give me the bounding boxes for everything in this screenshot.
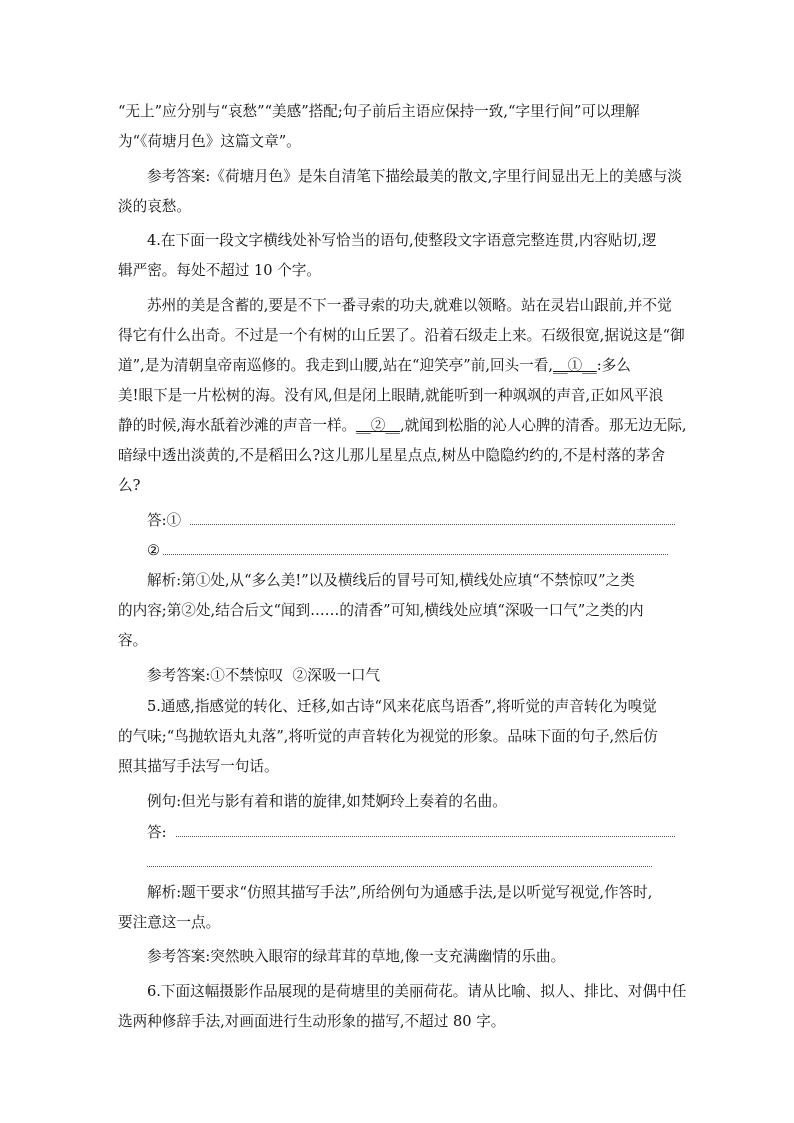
answer-3-line: 淡的哀愁。	[118, 198, 191, 215]
passage-line: 美!眼下是一片松树的海。没有风,但是闭上眼睛,就能听到一种飒飒的声音,正如风平浪	[118, 387, 664, 404]
analysis-line: 为“《荷塘月色》这篇文章”。	[118, 133, 301, 150]
analysis-4-line: 的内容;第②处,结合后文“闻到……的清香”可知,横线处应填“深吸一口气”之类的内	[118, 602, 644, 619]
passage-line: 得它有什么出奇。不过是一个有树的山丘罢了。沿着石级走上来。石级很宽,据说这是“御	[118, 327, 685, 344]
analysis-5-line: 要注意这一点。	[118, 914, 221, 931]
passage-line: 苏州的美是含蓄的,要是不下一番寻索的功夫,就难以领略。站在灵岩山跟前,并不觉	[147, 297, 672, 314]
answer-label: ②	[147, 542, 161, 559]
analysis-4-line: 解析:第①处,从“多么美!”以及横线后的冒号可知,横线处应填“不禁惊叹”之类	[147, 572, 635, 589]
passage-text: ,就闻到松脂的沁人心脾的清香。那无边无际,	[399, 417, 687, 434]
analysis-5-line: 解析:题干要求“仿照其描写手法”,所给例句为通感手法,是以听觉写视觉,作答时,	[147, 884, 653, 901]
blank-1: __①__	[552, 357, 597, 374]
question-6-line: 选两种修辞手法,对画面进行生动形象的描写,不超过 80 字。	[118, 1013, 506, 1030]
question-5-line: 的气味;“鸟抛软语丸丸落”,将听觉的声音转化为视觉的形象。品味下面的句子,然后仿	[118, 728, 658, 745]
passage-line: 么?	[118, 477, 141, 494]
passage-text: :多么	[596, 357, 631, 374]
answer-4-line: 参考答案:①不禁惊叹 ②深吸一口气	[147, 667, 381, 684]
analysis-4-line: 容。	[118, 632, 148, 649]
question-4-line: 辑严密。每处不超过 10 个字。	[118, 262, 321, 279]
answer-label: 答:	[147, 824, 167, 841]
answer-5-line: 参考答案:突然映入眼帘的绿茸茸的草地,像一支充满幽情的乐曲。	[147, 948, 566, 965]
passage-text: 道”,是为清朝皇帝南巡修的。我走到山腰,站在“迎笑亭”前,回头一看,	[118, 357, 553, 374]
passage-line: 暗绿中透出淡黄的,不是稻田么?这儿那儿星星点点,树丛中隐隐约约的,不是村落的茅舍	[118, 447, 666, 464]
passage-text: 静的时候,海水舐着沙滩的声音一样。	[118, 417, 357, 434]
passage-line	[118, 411, 687, 441]
answer-label: 答:①	[147, 512, 182, 529]
question-5-line: 照其描写手法写一句话。	[118, 758, 279, 775]
blank-2: __②__	[356, 417, 400, 434]
answer-line-2[interactable]	[163, 554, 668, 555]
analysis-line: “无上”应分别与“哀愁”“美感”搭配;句子前后主语应保持一致,“字里行间”可以理解	[118, 103, 640, 120]
answer-3-line: 参考答案:《荷塘月色》是朱自清笔下描绘最美的散文,字里行间显出无上的美感与淡	[147, 168, 682, 185]
answer-line-3[interactable]	[176, 836, 675, 837]
question-4-line: 4.在下面一段文字横线处补写恰当的语句,使整段文字语意完整连贯,内容贴切,逻	[147, 232, 657, 249]
answer-line-1[interactable]	[190, 524, 675, 525]
example-sentence: 例句:但光与影有着和谐的旋律,如梵婀玲上奏着的名曲。	[147, 793, 507, 810]
answer-line-4[interactable]	[147, 866, 652, 867]
question-5-line: 5.通感,指感觉的转化、迁移,如古诗“风来花底鸟语香”,将听觉的声音转化为嗅觉	[147, 698, 657, 715]
question-6-line: 6.下面这幅摄影作品展现的是荷塘里的美丽荷花。请从比喻、拟人、排比、对偶中任	[147, 983, 687, 1000]
passage-line	[118, 351, 678, 381]
